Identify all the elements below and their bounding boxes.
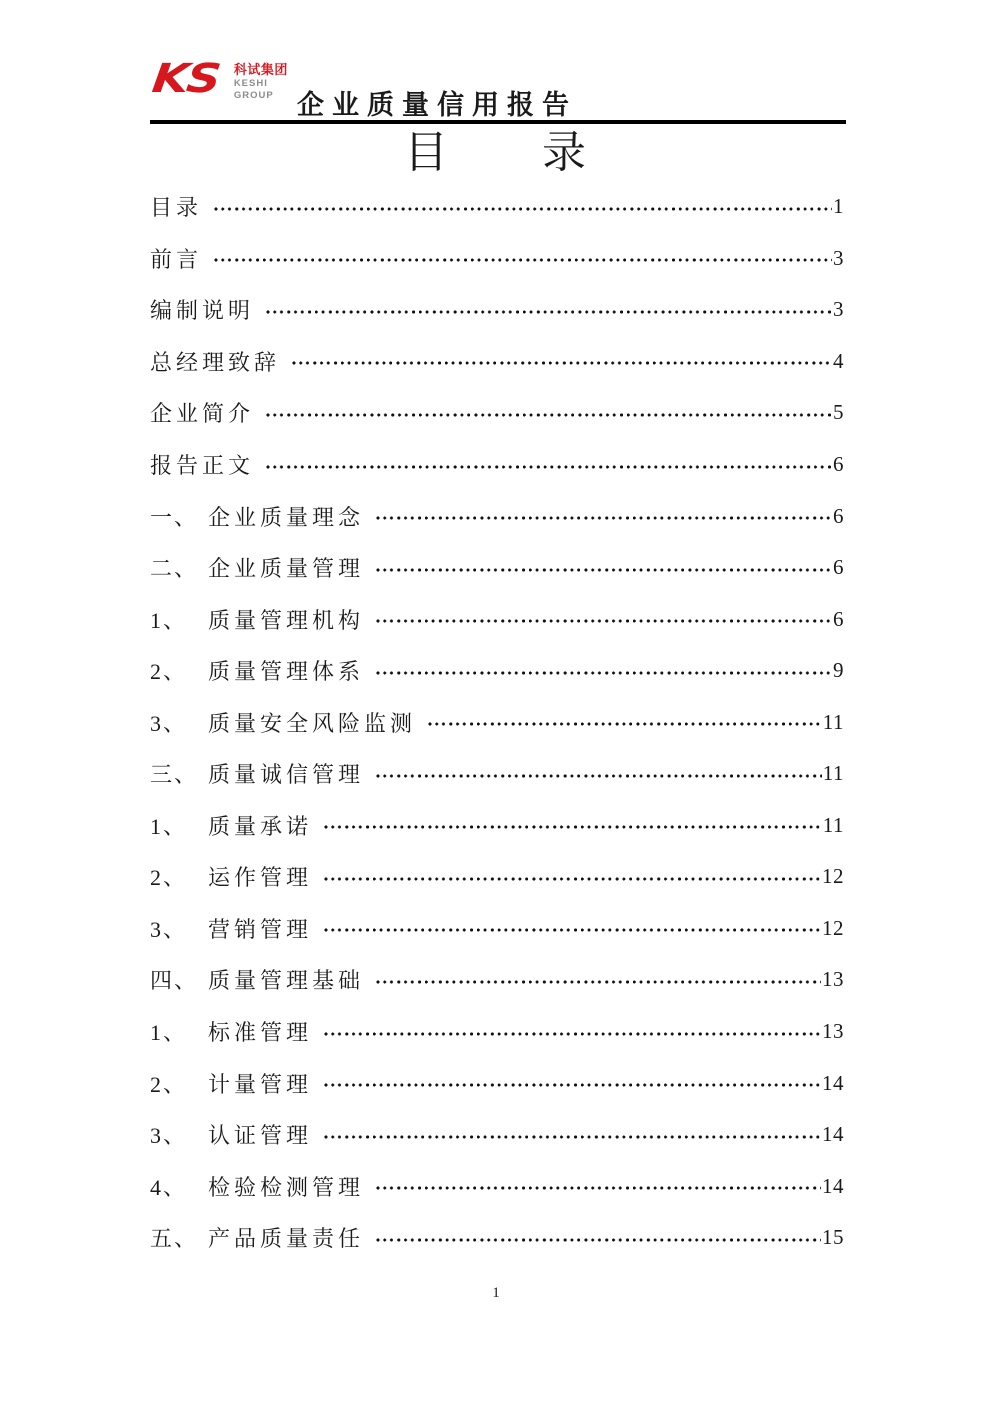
dot-leader [213,247,832,271]
toc-entry[interactable] [150,1006,844,1058]
company-name-en-line1: KESHI [233,77,268,89]
toc-entry-page: 15 [822,1225,844,1250]
toc-entry-number: 1、 [150,607,188,633]
toc-entry-page: 11 [822,709,844,734]
toc-entry-title: 营销管理 [208,916,313,942]
header-divider-rule [150,120,846,124]
toc-entry-title: 产品质量责任 [208,1226,365,1252]
toc-entry-title: 质量管理体系 [208,659,365,685]
dot-leader [323,1124,821,1148]
toc-entry-title: 质量管理机构 [208,607,365,633]
dot-leader [291,350,832,374]
toc-entry-page: 11 [822,761,844,786]
toc-entry-number: 一、 [150,504,199,530]
toc-entry-page: 12 [822,864,844,889]
company-logo [149,56,288,102]
toc-entry-page: 14 [822,1070,844,1095]
toc-entry-number: 二、 [150,556,199,582]
company-name-cn: 科试集团 [233,62,288,77]
toc-entry-title: 质量承诺 [208,813,313,839]
toc-entry[interactable] [150,954,844,1006]
company-name-en-line2: GROUP [233,89,274,101]
dot-leader [213,196,832,220]
dot-leader [323,866,821,890]
toc-entry[interactable] [150,387,844,439]
toc-entry[interactable] [150,800,844,852]
ks-logo-icon: KS [149,56,222,102]
toc-entry-number: 2、 [150,1071,188,1097]
dot-leader [375,969,821,993]
toc-entry-page: 3 [833,245,844,270]
dot-leader [323,917,821,941]
toc-entry[interactable] [150,1160,844,1212]
toc-entry-number: 2、 [150,865,188,891]
toc-entry[interactable] [150,903,844,955]
toc-entry-title: 质量管理基础 [208,968,365,994]
toc-entry-title: 检验检测管理 [208,1174,365,1200]
toc-entry-page: 6 [833,452,844,476]
toc-entry-number: 1、 [150,1020,188,1046]
toc-entry[interactable] [150,284,844,336]
dot-leader [375,505,832,529]
toc-entry-page: 11 [822,812,844,837]
toc-entry-number: 3、 [150,710,188,736]
toc-entry-number: 四、 [150,968,199,994]
toc-heading: 目 录 [404,128,588,177]
dot-leader [375,608,832,632]
toc-entry[interactable] [150,542,844,594]
toc-entry-title: 企业简介 [150,401,255,427]
dot-leader [265,454,832,478]
toc-entry[interactable] [150,1212,844,1264]
toc-entry-title: 运作管理 [208,865,313,891]
dot-leader [265,402,832,426]
toc-entry-number: 三、 [150,762,199,788]
toc-entry-title: 目录 [150,195,203,221]
toc-entry-title: 标准管理 [208,1020,313,1046]
toc-entry[interactable] [150,1109,844,1161]
toc-entry-title: 质量安全风险监测 [208,710,417,736]
toc-entry[interactable] [150,181,844,233]
toc-entry-page: 9 [833,658,844,683]
toc-entry-title: 编制说明 [150,298,255,324]
dot-leader [427,711,822,735]
dot-leader [323,1021,821,1045]
dot-leader [375,660,832,684]
logo-text-block [234,63,288,100]
toc-entry-title: 前言 [150,246,203,272]
toc-entry-page: 6 [833,503,844,528]
toc-entry-title: 企业质量管理 [208,556,365,582]
toc-entry-page: 14 [822,1173,844,1198]
toc-entry-page: 13 [822,1019,844,1044]
dot-leader [323,1072,821,1096]
toc-entry-number: 4、 [150,1174,188,1200]
toc-entry-page: 13 [822,967,844,992]
toc-entry-title: 企业质量理念 [208,504,365,530]
toc-entry-title: 质量诚信管理 [208,762,365,788]
toc-entry-number: 1、 [150,813,188,839]
toc-entry[interactable] [150,490,844,542]
document-header-title: 企业质量信用报告 [297,90,577,120]
dot-leader [375,763,822,787]
toc-entry-page: 4 [833,348,844,373]
toc-entry-title: 认证管理 [208,1123,313,1149]
toc-entry-number: 3、 [150,916,188,942]
dot-leader [323,814,822,838]
dot-leader [375,1175,821,1199]
toc-entry-page: 1 [833,194,844,219]
dot-leader [265,299,832,323]
dot-leader [375,1227,821,1251]
toc-entry[interactable] [150,233,844,285]
toc-entry[interactable] [150,748,844,800]
toc-entry[interactable] [150,696,844,748]
toc-entry[interactable] [150,645,844,697]
toc-entry-title: 总经理致辞 [150,349,281,375]
toc-entry[interactable] [150,1057,844,1109]
toc-entry-page: 3 [833,297,844,322]
toc-entry[interactable] [150,336,844,388]
toc-entry-page: 12 [822,915,844,940]
toc-entry-page: 5 [833,400,844,425]
footer-page-number: 1 [492,1285,500,1301]
dot-leader [375,557,832,581]
toc-entry-page: 6 [833,555,844,580]
toc-entry-page: 14 [822,1122,844,1147]
toc-entry-title: 报告正文 [150,453,255,478]
toc-entry[interactable] [150,439,844,491]
toc-entry-title: 计量管理 [208,1071,313,1097]
toc-entry-number: 3、 [150,1123,188,1149]
toc-entry-page: 6 [833,606,844,631]
toc-entry[interactable] [150,851,844,903]
toc-list [150,181,844,1263]
toc-entry-number: 五、 [150,1226,199,1252]
toc-entry-number: 2、 [150,659,188,685]
toc-entry[interactable] [150,593,844,645]
